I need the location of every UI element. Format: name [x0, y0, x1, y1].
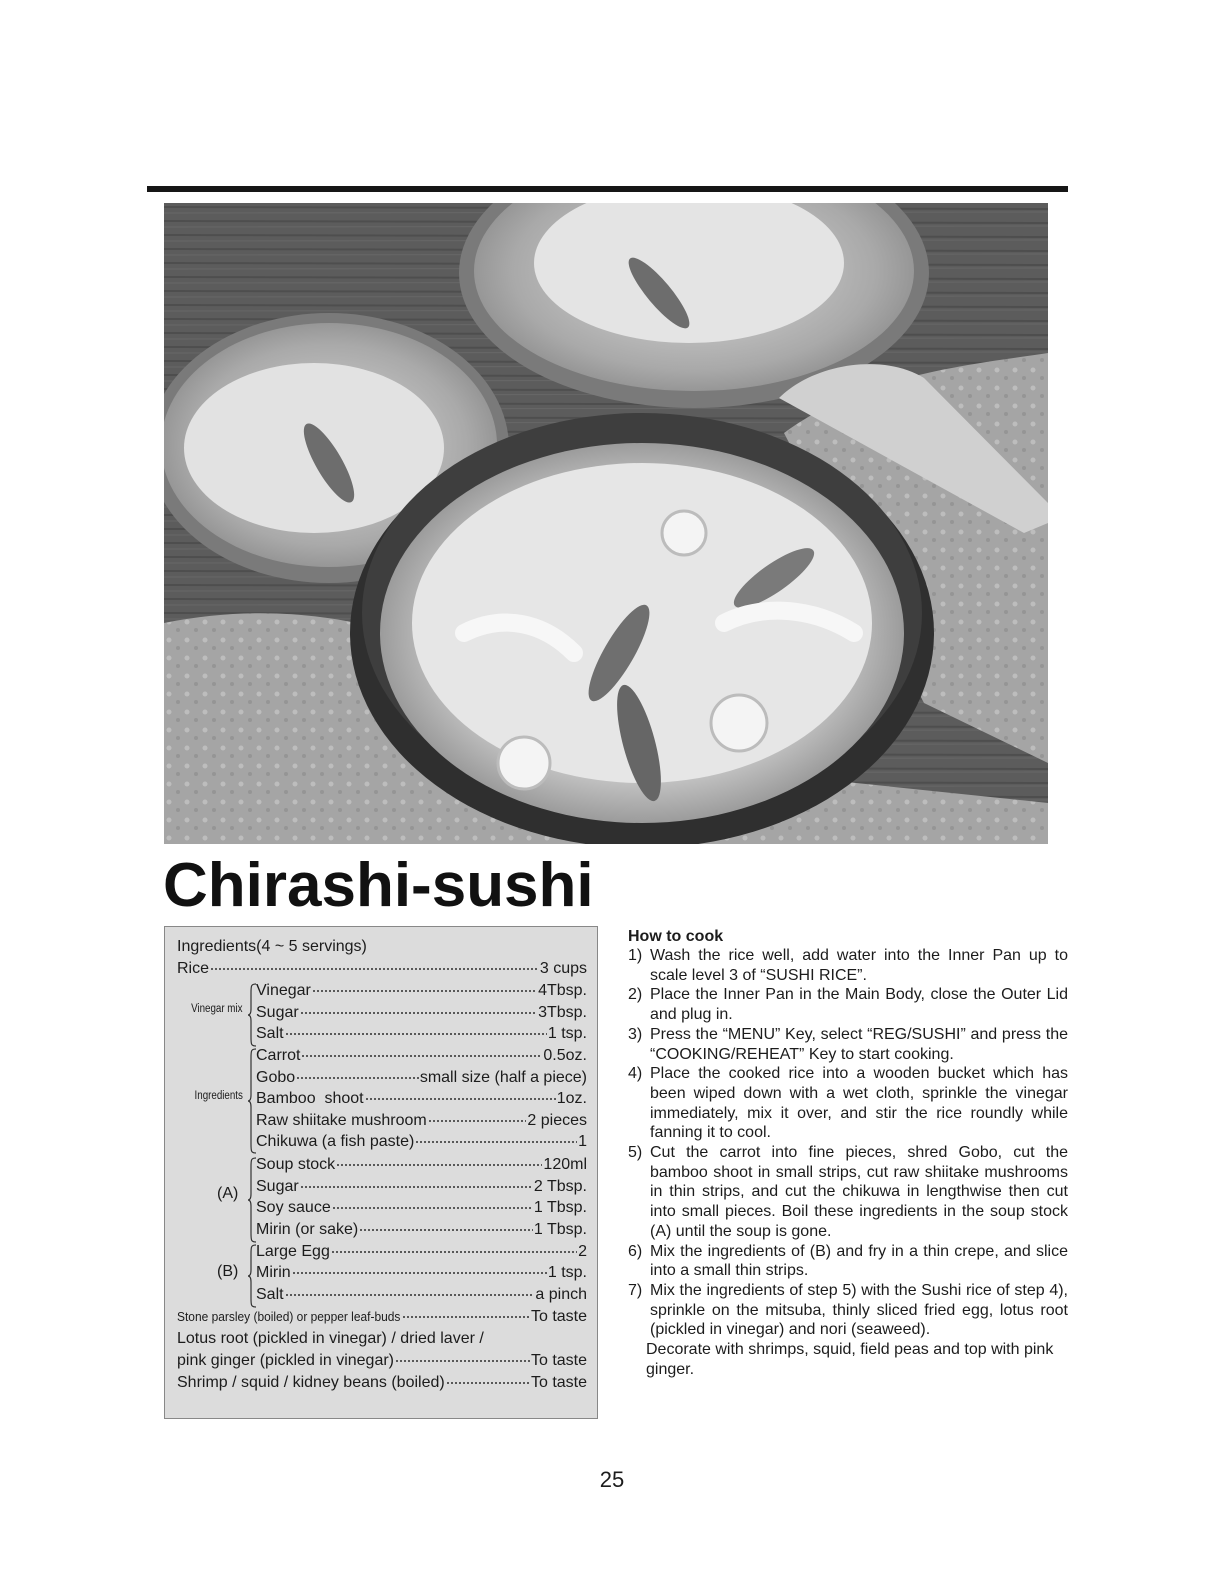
ingredient-row: Gobo small size (half a piece) — [256, 1069, 587, 1086]
ingredient-row: Sugar 3Tbsp. — [256, 1004, 587, 1021]
how-to-cook-steps — [628, 946, 1068, 1379]
ingredient-row: Stone parsley (boiled) or pepper leaf-buds To taste — [177, 1308, 587, 1325]
ingredient-row: Chikuwa (a fish paste) 1 — [256, 1133, 587, 1150]
step-item: 5) Cut the carrot into fine pieces, shred Gobo, cut the bamboo shoot in small strips, cut raw shiitake mushrooms in thin strips, and cut the chikuwa in lengthwise then cut into small pieces. Boil these ingredients in the soup stock (A) until the soup is gone. — [628, 1144, 1068, 1240]
ingredient-row: Salt a pinch — [256, 1286, 587, 1303]
decorate-note: Decorate with shrimps, squid, field peas and top with pink ginger. — [646, 1341, 1054, 1378]
ingredient-row: Raw shiitake mushroom 2 pieces — [256, 1112, 587, 1129]
how-to-cook-title: How to cook — [628, 928, 724, 945]
step-item: 2) Place the Inner Pan in the Main Body, close the Outer Lid and plug in. — [628, 986, 1068, 1024]
step-item: 6) Mix the ingredients of (B) and fry in a thin crepe, and slice into a small thin strips. — [628, 1242, 1068, 1280]
ingredient-row: Sugar 2 Tbsp. — [256, 1178, 587, 1195]
ingredient-row: Shrimp / squid / kidney beans (boiled) To taste — [177, 1374, 587, 1391]
step-item: 1) Wash the rice well, add water into the Inner Pan up to scale level 3 of “SUSHI RICE”. — [628, 947, 1068, 984]
ingredients-header: Ingredients(4 ~ 5 servings) — [177, 938, 367, 955]
vinegar-mix-label: Vinegar mix — [191, 1003, 243, 1015]
ingredient-row: Lotus root (pickled in vinegar) / dried laver / — [177, 1330, 484, 1347]
group-b-label: (B) — [217, 1263, 239, 1280]
step-item: 3) Press the “MENU” Key, select “REG/SUSHI” and press the “COOKING/REHEAT” Key to start cooking. — [628, 1025, 1068, 1063]
ingredient-row: Mirin 1 tsp. — [256, 1264, 587, 1281]
ingredient-row: Salt 1 tsp. — [256, 1025, 587, 1042]
page-number: 25 — [599, 1467, 625, 1492]
top-rule — [147, 186, 1068, 192]
ingredient-row: pink ginger (pickled in vinegar) To taste — [177, 1352, 587, 1369]
ingredients-group-label: Ingredients — [194, 1090, 243, 1102]
ingredient-row: Vinegar 4Tbsp. — [256, 982, 587, 999]
ingredient-row: Mirin (or sake) 1 Tbsp. — [256, 1221, 587, 1238]
ingredient-row: Rice 3 cups — [177, 960, 587, 977]
ingredient-row: Soy sauce 1 Tbsp. — [256, 1199, 587, 1216]
ingredient-row: Soup stock 120ml — [256, 1156, 587, 1173]
chirashi-sushi-photo — [164, 203, 1048, 844]
ingredient-row: Large Egg 2 — [256, 1243, 587, 1260]
ingredient-row: Carrot 0.5oz. — [256, 1047, 587, 1064]
group-a-label: (A) — [217, 1185, 239, 1202]
ingredients-box — [164, 926, 598, 1419]
step-item: 7) Mix the ingredients of step 5) with the Sushi rice of step 4), sprinkle on the mitsuba, thinly sliced fried egg, lotus root (pickled in vinegar) and nori (seaweed). — [628, 1281, 1068, 1339]
page-title: Chirashi-sushi — [163, 851, 594, 920]
step-item: 4) Place the cooked rice into a wooden bucket which has been wiped down with a wet cloth, sprinkle the vinegar immediately, mix it over, and stir the rice roundly while fanning it to cool. — [628, 1065, 1068, 1142]
ingredient-row: Bamboo shoot 1oz. — [256, 1090, 587, 1107]
food-photo-icon — [164, 203, 1048, 844]
